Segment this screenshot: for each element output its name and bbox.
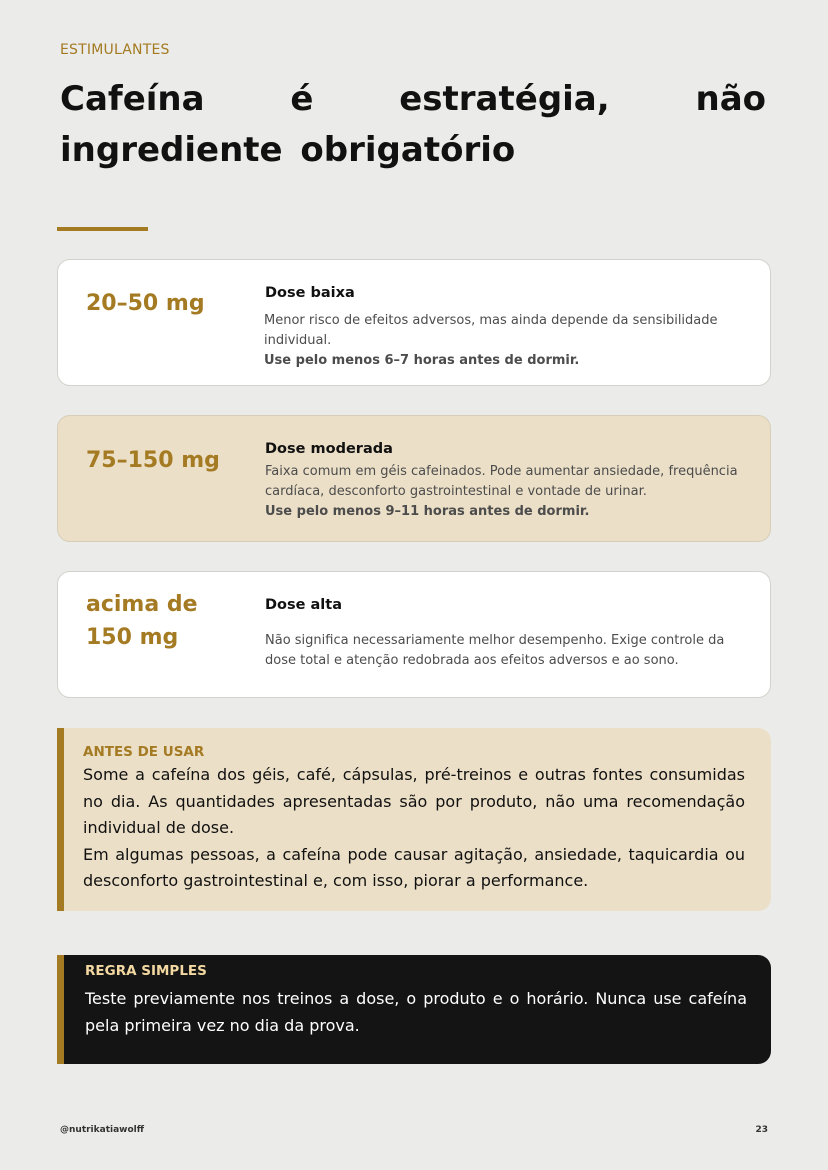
dose-card-moderate [57,415,771,542]
dose-value [86,588,198,654]
dose-value: 75–150 mg [86,448,220,473]
note-text [83,762,745,895]
page-title: Cafeína é estratégia, não ingrediente obrigatório [60,79,766,170]
page-number: 23 [755,1125,768,1135]
dose-card-low [57,259,771,386]
dose-description-block [264,311,734,371]
dose-value: 20–50 mg [86,291,205,316]
dose-card-high [57,571,771,698]
note-label: REGRA SIMPLES [85,963,207,979]
dose-description: Não significa necessariamente melhor desempenho. Exige controle da dose total e atenção redobrada aos efeitos adversos e ao sono. [265,633,725,668]
dose-title: Dose baixa [265,285,355,301]
dose-title: Dose alta [265,597,342,613]
dose-rule: Use pelo menos 6–7 horas antes de dormir. [264,353,580,368]
dose-description: Menor risco de efeitos adversos, mas ainda depende da sensibilidade individual. [264,313,718,348]
dose-value-line1: acima de [86,592,198,617]
note-antes-de-usar [57,728,771,911]
note-accent-bar [57,955,64,1064]
dose-description: Faixa comum em géis cafeinados. Pode aumentar ansiedade, frequência cardíaca, desconforto gastrointestinal e vontade de urinar. [265,464,738,499]
note-accent-bar [57,728,64,911]
note-regra-simples [57,955,771,1064]
section-kicker: ESTIMULANTES [60,42,170,58]
dose-description-block [265,631,740,671]
note-paragraph: Some a cafeína dos géis, café, cápsulas, pré-treinos e outras fontes consumidas no dia. As quantidades apresentadas são por produto, não uma recomendação individual de dose. [83,765,745,837]
title-accent-line [57,227,148,231]
note-paragraph: Em algumas pessoas, a cafeína pode causar agitação, ansiedade, taquicardia ou desconforto gastrointestinal e, com isso, piorar a performance. [83,844,745,890]
footer-handle: @nutrikatiawolff [60,1125,145,1135]
dose-value-line2: 150 mg [86,625,179,650]
note-text: Teste previamente nos treinos a dose, o produto e o horário. Nunca use cafeína pela primeira vez no dia da prova. [85,989,747,1035]
dose-description-block [265,462,740,522]
dose-title: Dose moderada [265,441,393,457]
dose-rule: Use pelo menos 9–11 horas antes de dormir. [265,504,590,519]
note-label: ANTES DE USAR [83,744,205,760]
